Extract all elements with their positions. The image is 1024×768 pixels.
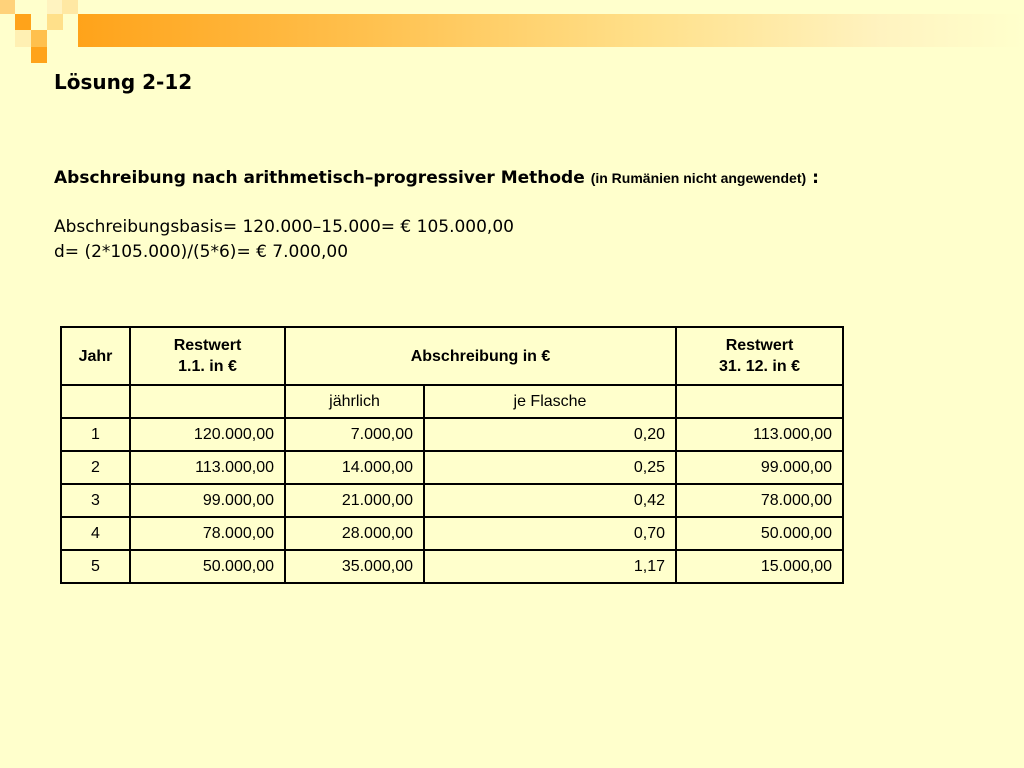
cell-jaehrlich: 14.000,00: [285, 451, 424, 484]
cell-jaehrlich: 7.000,00: [285, 418, 424, 451]
cell-je-flasche: 0,20: [424, 418, 676, 451]
cell-jaehrlich: 35.000,00: [285, 550, 424, 583]
subheader-jaehrlich: jährlich: [285, 385, 424, 418]
header-jahr: Jahr: [61, 327, 130, 385]
cell-restwert-start: 120.000,00: [130, 418, 285, 451]
table-header-row: [61, 327, 843, 385]
cell-restwert-start: 113.000,00: [130, 451, 285, 484]
table-row: [61, 550, 843, 583]
cell-jahr: 2: [61, 451, 130, 484]
deco-square: [31, 47, 47, 63]
deco-square: [15, 30, 31, 47]
subtitle-main: Abschreibung nach arithmetisch–progressiver Methode: [54, 168, 585, 188]
deco-square: [15, 14, 31, 30]
slide-title: Lösung 2-12: [54, 70, 193, 94]
cell-restwert-end: 113.000,00: [676, 418, 843, 451]
subheader-empty: [61, 385, 130, 418]
table-row: [61, 451, 843, 484]
header-restwert-end-line2: 31. 12. in €: [719, 358, 800, 375]
cell-je-flasche: 1,17: [424, 550, 676, 583]
depreciation-table: [60, 326, 844, 584]
cell-je-flasche: 0,70: [424, 517, 676, 550]
cell-jahr: 1: [61, 418, 130, 451]
cell-restwert-end: 50.000,00: [676, 517, 843, 550]
cell-jaehrlich: 21.000,00: [285, 484, 424, 517]
subtitle-suffix: :: [812, 168, 819, 188]
cell-jahr: 5: [61, 550, 130, 583]
slide-subtitle: [54, 168, 819, 188]
cell-restwert-end: 15.000,00: [676, 550, 843, 583]
formula-basis: Abschreibungsbasis= 120.000–15.000= € 105.000,00: [54, 217, 514, 237]
cell-jaehrlich: 28.000,00: [285, 517, 424, 550]
header-restwert-start-line2: 1.1. in €: [178, 358, 237, 375]
cell-restwert-start: 78.000,00: [130, 517, 285, 550]
cell-jahr: 4: [61, 517, 130, 550]
header-restwert-end-line1: Restwert: [725, 337, 794, 354]
subheader-je-flasche: je Flasche: [424, 385, 676, 418]
table-row: [61, 418, 843, 451]
deco-square: [62, 0, 78, 14]
deco-gradient-band: [78, 14, 1024, 47]
header-restwert-start-line1: Restwert: [173, 337, 242, 354]
cell-restwert-start: 50.000,00: [130, 550, 285, 583]
deco-square: [47, 14, 63, 30]
header-decoration: [0, 0, 1024, 64]
header-restwert-end: [676, 327, 843, 385]
cell-restwert-end: 99.000,00: [676, 451, 843, 484]
header-restwert-start: [130, 327, 285, 385]
cell-je-flasche: 0,42: [424, 484, 676, 517]
table-row: [61, 517, 843, 550]
formula-d: d= (2*105.000)/(5*6)= € 7.000,00: [54, 242, 349, 262]
cell-restwert-end: 78.000,00: [676, 484, 843, 517]
deco-square: [47, 0, 62, 14]
subtitle-note: (in Rumänien nicht angewendet): [590, 170, 807, 186]
deco-square: [31, 30, 47, 47]
subheader-empty: [130, 385, 285, 418]
header-abschreibung: Abschreibung in €: [285, 327, 676, 385]
cell-jahr: 3: [61, 484, 130, 517]
table-subheader-row: [61, 385, 843, 418]
subheader-empty: [676, 385, 843, 418]
cell-je-flasche: 0,25: [424, 451, 676, 484]
table-row: [61, 484, 843, 517]
cell-restwert-start: 99.000,00: [130, 484, 285, 517]
deco-square: [0, 0, 15, 14]
